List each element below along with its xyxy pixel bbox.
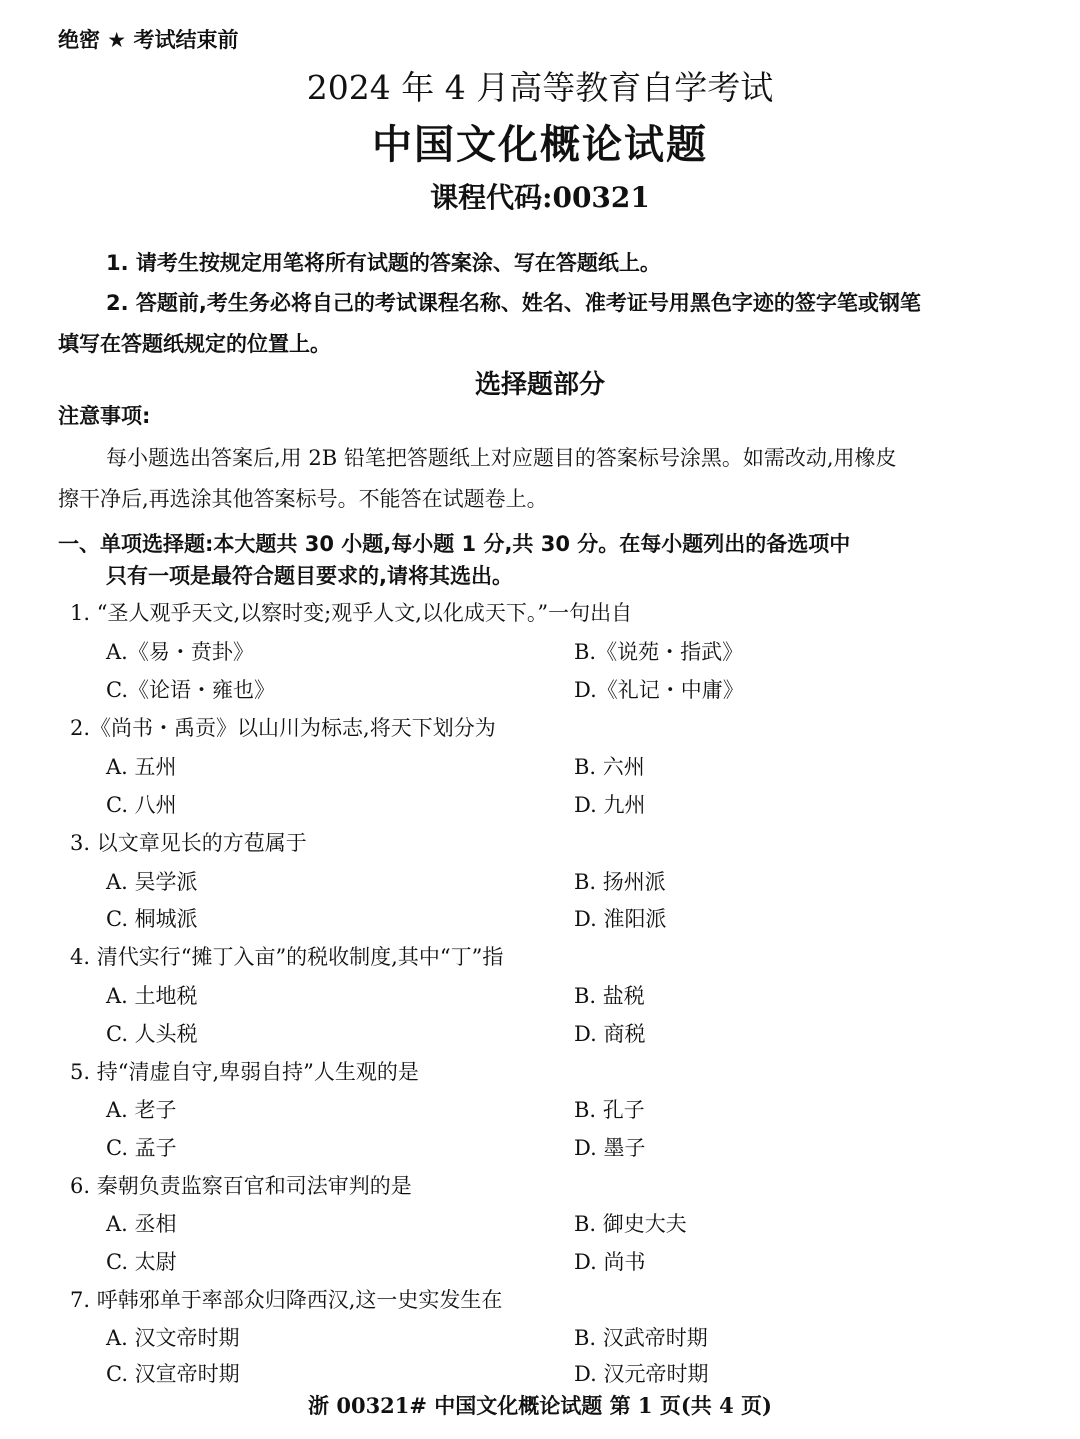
option-a: A.《易・贲卦》 [106,640,254,664]
question-stem: 3. 以文章见长的方苞属于 [70,831,307,855]
option-d: D. 尚书 [574,1250,646,1274]
option-d: D. 淮阳派 [574,907,667,931]
option-d: D. 墨子 [574,1136,646,1160]
option-b: B. 孔子 [574,1098,645,1122]
option-c: C. 桐城派 [106,907,198,931]
option-b: B. 汉武帝时期 [574,1326,708,1350]
option-d: D.《礼记・中庸》 [574,678,744,702]
notes-label: 注意事项: [58,404,151,428]
course-code: 课程代码:00321 [430,181,650,214]
option-d: D. 九州 [574,793,646,817]
option-c: C. 人头税 [106,1022,198,1046]
option-c: C. 孟子 [106,1136,177,1160]
option-a: A. 汉文帝时期 [106,1326,240,1350]
option-d: D. 商税 [574,1022,646,1046]
note-line-1: 每小题选出答案后,用 2B 铅笔把答题纸上对应题目的答案标号涂黑。如需改动,用橡皮 [106,446,897,470]
question-stem: 6. 秦朝负责监察百官和司法审判的是 [70,1174,412,1198]
option-d: D. 汉元帝时期 [574,1362,709,1386]
question-stem: 7. 呼韩邪单于率部众归降西汉,这一史实发生在 [70,1288,503,1312]
instruction-2-line-1: 2. 答题前,考生务必将自己的考试课程名称、姓名、准考证号用黑色字迹的签字笔或钢笔 [106,291,921,315]
question-stem: 4. 清代实行“摊丁入亩”的税收制度,其中“丁”指 [70,945,504,969]
option-b: B. 六州 [574,755,645,779]
option-c: C. 八州 [106,793,177,817]
option-b: B. 御史大夫 [574,1212,687,1236]
section-title: 选择题部分 [474,370,605,400]
instruction-1: 1. 请考生按规定用笔将所有试题的答案涂、写在答题纸上。 [106,251,661,275]
option-c: C.《论语・雍也》 [106,678,275,702]
option-a: A. 丞相 [106,1212,177,1236]
question-stem: 1. “圣人观乎天文,以察时变;观乎人文,以化成天下。”一句出自 [70,601,633,625]
option-c: C. 太尉 [106,1250,177,1274]
option-a: A. 五州 [106,755,177,779]
option-a: A. 土地税 [106,984,198,1008]
option-b: B. 扬州派 [574,870,666,894]
part-one-heading-line-2: 只有一项是最符合题目要求的,请将其选出。 [106,564,513,588]
option-c: C. 汉宣帝时期 [106,1362,240,1386]
exam-title: 2024 年 4 月高等教育自学考试 [306,68,774,107]
option-b: B.《说苑・指武》 [574,640,744,664]
question-stem: 5. 持“清虚自守,卑弱自持”人生观的是 [70,1060,419,1084]
option-a: A. 老子 [106,1098,177,1122]
part-one-heading-line-1: 一、单项选择题:本大题共 30 小题,每小题 1 分,共 30 分。在每小题列出的备选项中 [58,532,851,556]
question-stem: 2.《尚书・禹贡》以山川为标志,将天下划分为 [70,716,496,740]
option-a: A. 吴学派 [106,870,198,894]
note-line-2: 擦干净后,再选涂其他答案标号。不能答在试题卷上。 [58,487,548,511]
page-footer: 浙 00321# 中国文化概论试题 第 1 页(共 4 页) [308,1393,772,1418]
subject-title: 中国文化概论试题 [372,122,708,168]
confidential-mark: 绝密 ★ 考试结束前 [58,28,239,52]
option-b: B. 盐税 [574,984,645,1008]
instruction-2-line-2: 填写在答题纸规定的位置上。 [58,332,331,356]
